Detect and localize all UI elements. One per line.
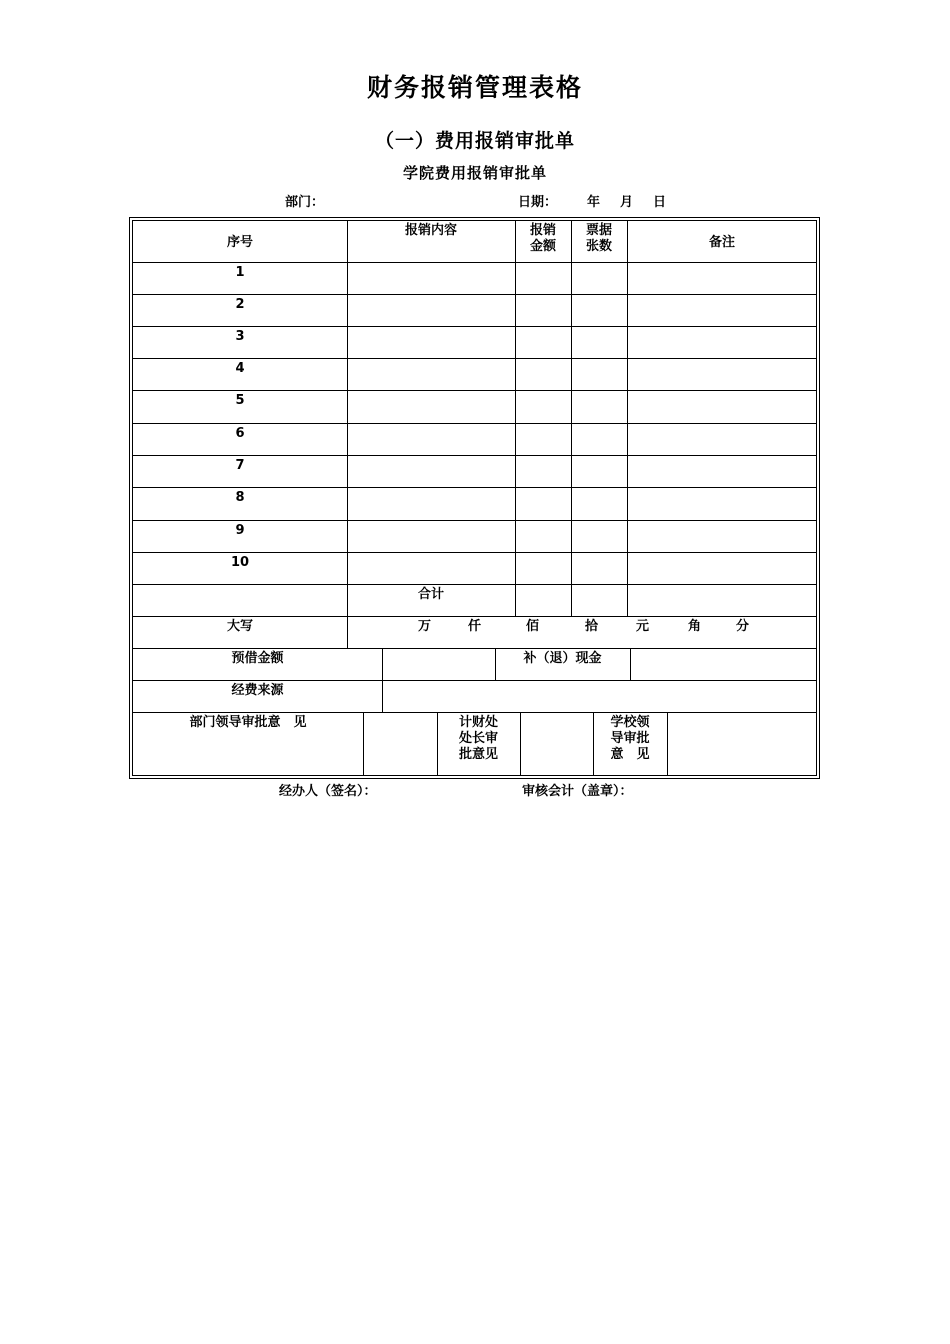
unit-shi: 拾: [585, 619, 599, 634]
unit-bai: 佰: [526, 619, 540, 634]
school-approval-line: 意 见: [610, 747, 650, 762]
row-number: 5: [235, 393, 245, 408]
capital-label: 大写: [226, 619, 253, 634]
unit-fen: 分: [736, 619, 750, 634]
school-approval-line: 导审批: [610, 731, 650, 746]
page-title: 财务报销管理表格: [366, 73, 583, 102]
fund-source-label: 经费来源: [231, 683, 284, 698]
date-day-label: 日: [653, 195, 667, 210]
unit-yuan: 元: [636, 619, 650, 634]
header-remarks: 备注: [708, 235, 735, 250]
section-title: （一）费用报销审批单: [374, 130, 575, 152]
advance-amount-label: 预借金额: [231, 651, 284, 666]
row-number: 4: [235, 361, 245, 376]
department-label: 部门：: [285, 195, 325, 210]
unit-jiao: 角: [688, 619, 702, 634]
header-amount-line1: 报销: [529, 223, 556, 238]
finance-approval-line: 批意见: [458, 747, 498, 762]
header-content: 报销内容: [404, 223, 457, 238]
row-number: 3: [235, 329, 245, 344]
form-title: 学院费用报销审批单: [402, 164, 547, 182]
row-number: 6: [235, 426, 245, 441]
finance-approval-line: 计财处: [458, 715, 498, 730]
date-year-label: 年: [587, 195, 601, 210]
header-receipts-line1: 票据: [585, 223, 612, 238]
row-number: 1: [235, 265, 245, 280]
row-number: 9: [235, 523, 245, 538]
row-number: 2: [235, 297, 245, 312]
row-number: 8: [235, 490, 245, 505]
header-seq: 序号: [226, 235, 253, 250]
row-number: 7: [235, 458, 245, 473]
date-label: 日期：: [518, 195, 558, 210]
dept-approval-label: 部门领导审批意 见: [189, 715, 307, 730]
reimbursement-form-table: [129, 217, 820, 779]
row-number: 10: [230, 555, 250, 570]
handler-signature-label: 经办人（签名）：: [279, 784, 377, 799]
unit-qian: 仟: [468, 619, 482, 634]
finance-approval-line: 处长审: [458, 731, 498, 746]
header-receipts-line2: 张数: [585, 239, 612, 254]
date-month-label: 月: [620, 195, 634, 210]
unit-wan: 万: [418, 619, 432, 634]
school-approval-line: 学校领: [610, 715, 650, 730]
refund-cash-label: 补（退）现金: [523, 651, 602, 666]
header-amount-line2: 金额: [529, 239, 556, 254]
total-label: 合计: [417, 587, 444, 602]
auditor-stamp-label: 审核会计（盖章）：: [522, 784, 633, 799]
